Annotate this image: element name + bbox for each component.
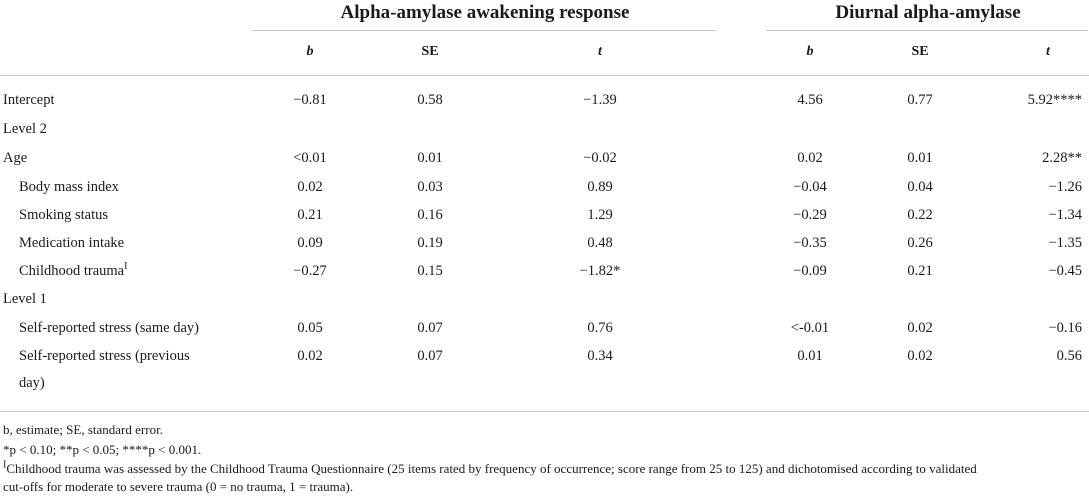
group2-title: Diurnal alpha-amylase: [835, 2, 1021, 23]
row-label-medication-intake: Medication intake: [19, 235, 125, 251]
col-t-header: t: [598, 44, 602, 59]
cell: −0.16: [1048, 320, 1082, 336]
col-b-header: b: [306, 44, 314, 59]
cell: 0.21: [907, 263, 933, 279]
cell: <-0.01: [790, 320, 830, 336]
cell: 0.77: [907, 92, 933, 108]
cell: −1.35: [1048, 235, 1082, 251]
footnote-abbreviations: b, estimate; SE, standard error.: [3, 422, 163, 437]
footnote-trauma-cont: cut-offs for moderate to severe trauma (0 = no trauma, 1 = trauma).: [3, 479, 354, 494]
cell: −0.04: [793, 179, 827, 195]
row-label-smoking-status: Smoking status: [19, 207, 109, 223]
cell: 0.01: [797, 348, 823, 364]
cell: −0.02: [583, 150, 617, 166]
cell: 0.26: [907, 235, 933, 251]
cell: −0.45: [1048, 263, 1082, 279]
row-label-level-1: Level 1: [3, 291, 47, 307]
cell: −0.81: [293, 92, 327, 108]
table-bottom-rule: [0, 411, 1089, 412]
footnote-trauma-marker: I: [3, 459, 7, 471]
row-label-stress-same-day: Self-reported stress (same day): [19, 320, 199, 336]
footnote-marker: I: [124, 261, 128, 273]
cell: 0.16: [417, 207, 443, 223]
group1-rule: [252, 30, 716, 31]
cell: 0.01: [417, 150, 443, 166]
cell: 4.56: [797, 92, 823, 108]
row-label-childhood-trauma: [19, 263, 127, 280]
cell: 0.58: [417, 92, 443, 108]
cell: 0.56: [1056, 348, 1082, 364]
cell: 0.22: [907, 207, 933, 223]
cell: 0.15: [417, 263, 443, 279]
row-label-stress-previous-day-cont: day): [19, 375, 45, 391]
cell: 0.01: [907, 150, 933, 166]
cell: 2.28**: [1042, 150, 1082, 166]
cell: −0.29: [793, 207, 827, 223]
col-se2-header: SE: [911, 44, 929, 59]
footnote-significance: *p < 0.10; **p < 0.05; ****p < 0.001.: [3, 442, 202, 457]
row-label-stress-previous-day: Self-reported stress (previous: [19, 348, 190, 364]
cell: −0.27: [293, 263, 327, 279]
cell: −0.09: [793, 263, 827, 279]
group2-rule: [766, 30, 1088, 31]
cell: 0.02: [907, 348, 933, 364]
cell: 0.02: [907, 320, 933, 336]
cell: 0.04: [907, 179, 933, 195]
footnote-trauma: [3, 460, 977, 478]
cell: 0.21: [297, 207, 323, 223]
cell: 0.07: [417, 348, 443, 364]
footnote-trauma-text: Childhood trauma was assessed by the Childhood Trauma Questionnaire (25 items rated by frequency of occurrence; score range from 25 to 125) and dichotomised according to validated: [6, 461, 977, 476]
cell: −1.82*: [579, 263, 621, 279]
row-label-level-2: Level 2: [3, 121, 47, 137]
cell: <0.01: [293, 150, 327, 166]
cell: 0.89: [587, 179, 613, 195]
childhood-trauma-label: Childhood trauma: [19, 263, 125, 279]
cell: −1.26: [1048, 179, 1082, 195]
col-t2-header: t: [1046, 44, 1050, 59]
cell: 0.34: [587, 348, 613, 364]
cell: 0.02: [297, 348, 323, 364]
cell: −1.39: [583, 92, 617, 108]
cell: 0.48: [587, 235, 613, 251]
cell: 0.76: [587, 320, 613, 336]
col-b2-header: b: [806, 44, 814, 59]
cell: 0.09: [297, 235, 323, 251]
group1-title: Alpha-amylase awakening response: [340, 2, 630, 23]
row-label-age: Age: [3, 150, 28, 166]
cell: −0.35: [793, 235, 827, 251]
row-label-body-mass-index: Body mass index: [19, 179, 119, 195]
cell: 5.92****: [1027, 92, 1082, 108]
cell: 0.03: [417, 179, 443, 195]
cell: −1.34: [1048, 207, 1082, 223]
cell: 0.05: [297, 320, 323, 336]
header-rule: [0, 75, 1089, 76]
cell: 0.19: [417, 235, 443, 251]
cell: 1.29: [587, 207, 613, 223]
cell: 0.02: [797, 150, 823, 166]
cell: 0.07: [417, 320, 443, 336]
row-label-intercept: Intercept: [3, 92, 55, 108]
col-se-header: SE: [421, 44, 439, 59]
cell: 0.02: [297, 179, 323, 195]
